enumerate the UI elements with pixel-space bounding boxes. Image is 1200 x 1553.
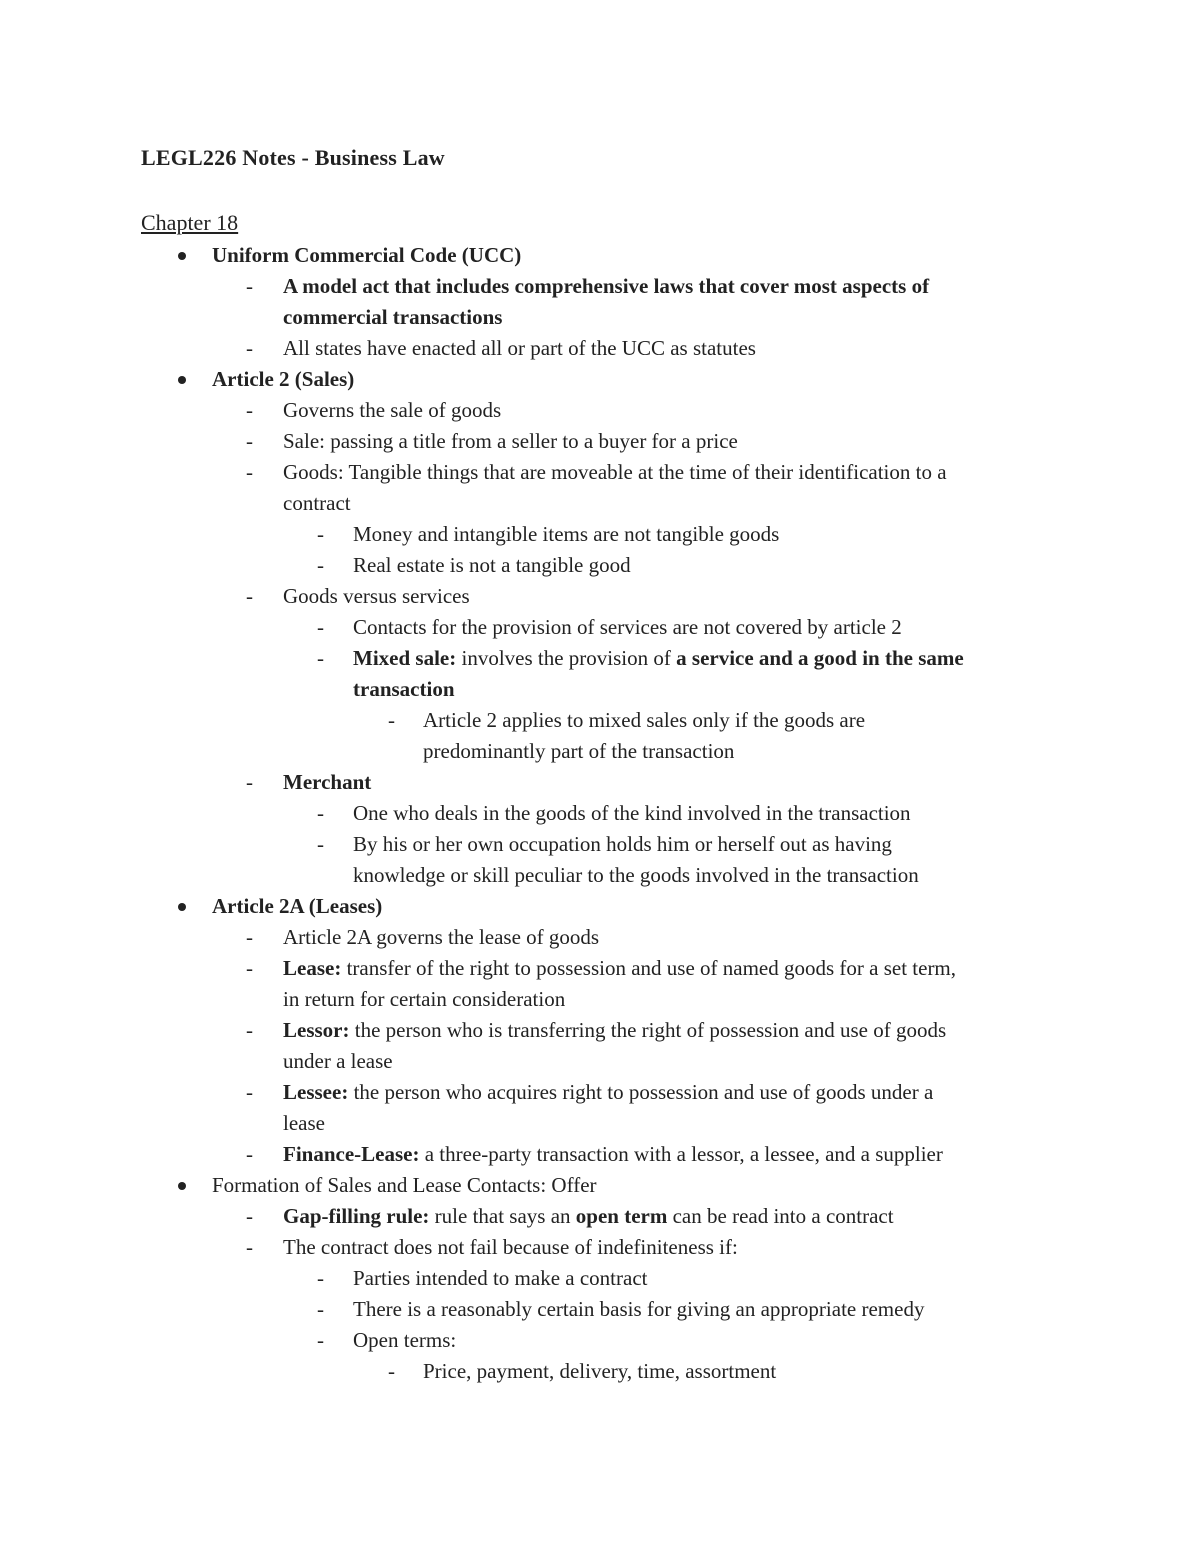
dash-marker: - [246, 770, 253, 794]
list-item-lessor-cont: under a lease [283, 1049, 393, 1073]
document-title: LEGL226 Notes - Business Law [141, 145, 445, 170]
list-item-ucc-definition: A model act that includes comprehensive laws that cover most aspects of [283, 274, 930, 298]
list-item-goods: Goods: Tangible things that are moveable at the time of their identification to a [283, 460, 947, 484]
dash-marker: - [317, 646, 324, 670]
list-item-real-estate: Real estate is not a tangible good [353, 553, 631, 577]
dash-marker: - [317, 553, 324, 577]
list-item-mixed-sale: Mixed sale: involves the provision of a service and a good in the same [353, 646, 964, 670]
list-item-governs: Governs the sale of goods [283, 398, 502, 422]
dash-marker: - [246, 1235, 253, 1259]
list-item-article-2a: Article 2A (Leases) [212, 894, 383, 918]
bullet-dot-icon [178, 903, 186, 911]
list-item-mixed-rule: Article 2 applies to mixed sales only if the goods are [423, 708, 866, 732]
list-item-goods-vs-services: Goods versus services [283, 584, 470, 608]
dash-marker: - [317, 522, 324, 546]
list-item-basis: There is a reasonably certain basis for giving an appropriate remedy [353, 1297, 925, 1321]
list-item-ucc-definition-cont: commercial transactions [283, 305, 503, 329]
list-item-ucc: Uniform Commercial Code (UCC) [212, 243, 522, 267]
list-item-merchant-occupation-cont: knowledge or skill peculiar to the goods involved in the transaction [353, 863, 919, 887]
list-item-open-terms: Open terms: [353, 1328, 457, 1352]
list-item-lessee: Lessee: the person who acquires right to possession and use of goods under a [283, 1080, 934, 1104]
list-item-lessee-cont: lease [283, 1111, 325, 1135]
list-item-indefiniteness: The contract does not fail because of indefiniteness if: [283, 1235, 738, 1259]
list-item-mixed-sale-cont: transaction [353, 677, 455, 701]
list-item-merchant: Merchant [283, 770, 372, 794]
dash-marker: - [246, 336, 253, 360]
dash-marker: - [246, 1018, 253, 1042]
bullet-dot-icon [178, 1182, 186, 1190]
list-item-terms-list: Price, payment, delivery, time, assortment [423, 1359, 777, 1383]
dash-marker: - [317, 1297, 324, 1321]
dash-marker: - [317, 1328, 324, 1352]
list-item-sale: Sale: passing a title from a seller to a buyer for a price [283, 429, 738, 453]
dash-marker: - [246, 925, 253, 949]
bullet-dot-icon [178, 376, 186, 384]
list-item-gap-filling: Gap-filling rule: rule that says an open term can be read into a contract [283, 1204, 894, 1228]
list-item-formation: Formation of Sales and Lease Contacts: Offer [212, 1173, 597, 1197]
chapter-heading: Chapter 18 [141, 210, 239, 235]
dash-marker: - [246, 1142, 253, 1166]
dash-marker: - [246, 429, 253, 453]
dash-marker: - [246, 460, 253, 484]
list-item-merchant-occupation: By his or her own occupation holds him or herself out as having [353, 832, 892, 856]
dash-marker: - [317, 801, 324, 825]
dash-marker: - [246, 1080, 253, 1104]
list-item-parties: Parties intended to make a contract [353, 1266, 648, 1290]
dash-marker: - [388, 708, 395, 732]
list-item-lease: Lease: transfer of the right to possession and use of named goods for a set term, [283, 956, 957, 980]
dash-marker: - [317, 832, 324, 856]
list-item-mixed-rule-cont: predominantly part of the transaction [423, 739, 735, 763]
list-item-lessor: Lessor: the person who is transferring the right of possession and use of goods [283, 1018, 947, 1042]
list-item-ucc-states: All states have enacted all or part of the UCC as statutes [283, 336, 756, 360]
list-item-2a-governs: Article 2A governs the lease of goods [283, 925, 600, 949]
list-item-article-2: Article 2 (Sales) [212, 367, 355, 391]
dash-marker: - [246, 1204, 253, 1228]
dash-marker: - [317, 615, 324, 639]
dash-marker: - [246, 274, 253, 298]
list-item-lease-cont: in return for certain consideration [283, 987, 566, 1011]
dash-marker: - [246, 956, 253, 980]
list-item-goods-cont: contract [283, 491, 351, 515]
list-item-finance-lease: Finance-Lease: a three-party transaction with a lessor, a lessee, and a supplier [283, 1142, 943, 1166]
dash-marker: - [388, 1359, 395, 1383]
list-item-services-contracts: Contacts for the provision of services are not covered by article 2 [353, 615, 902, 639]
dash-marker: - [246, 398, 253, 422]
dash-marker: - [317, 1266, 324, 1290]
bullet-dot-icon [178, 252, 186, 260]
dash-marker: - [246, 584, 253, 608]
list-item-money: Money and intangible items are not tangible goods [353, 522, 780, 546]
list-item-merchant-deals: One who deals in the goods of the kind involved in the transaction [353, 801, 911, 825]
